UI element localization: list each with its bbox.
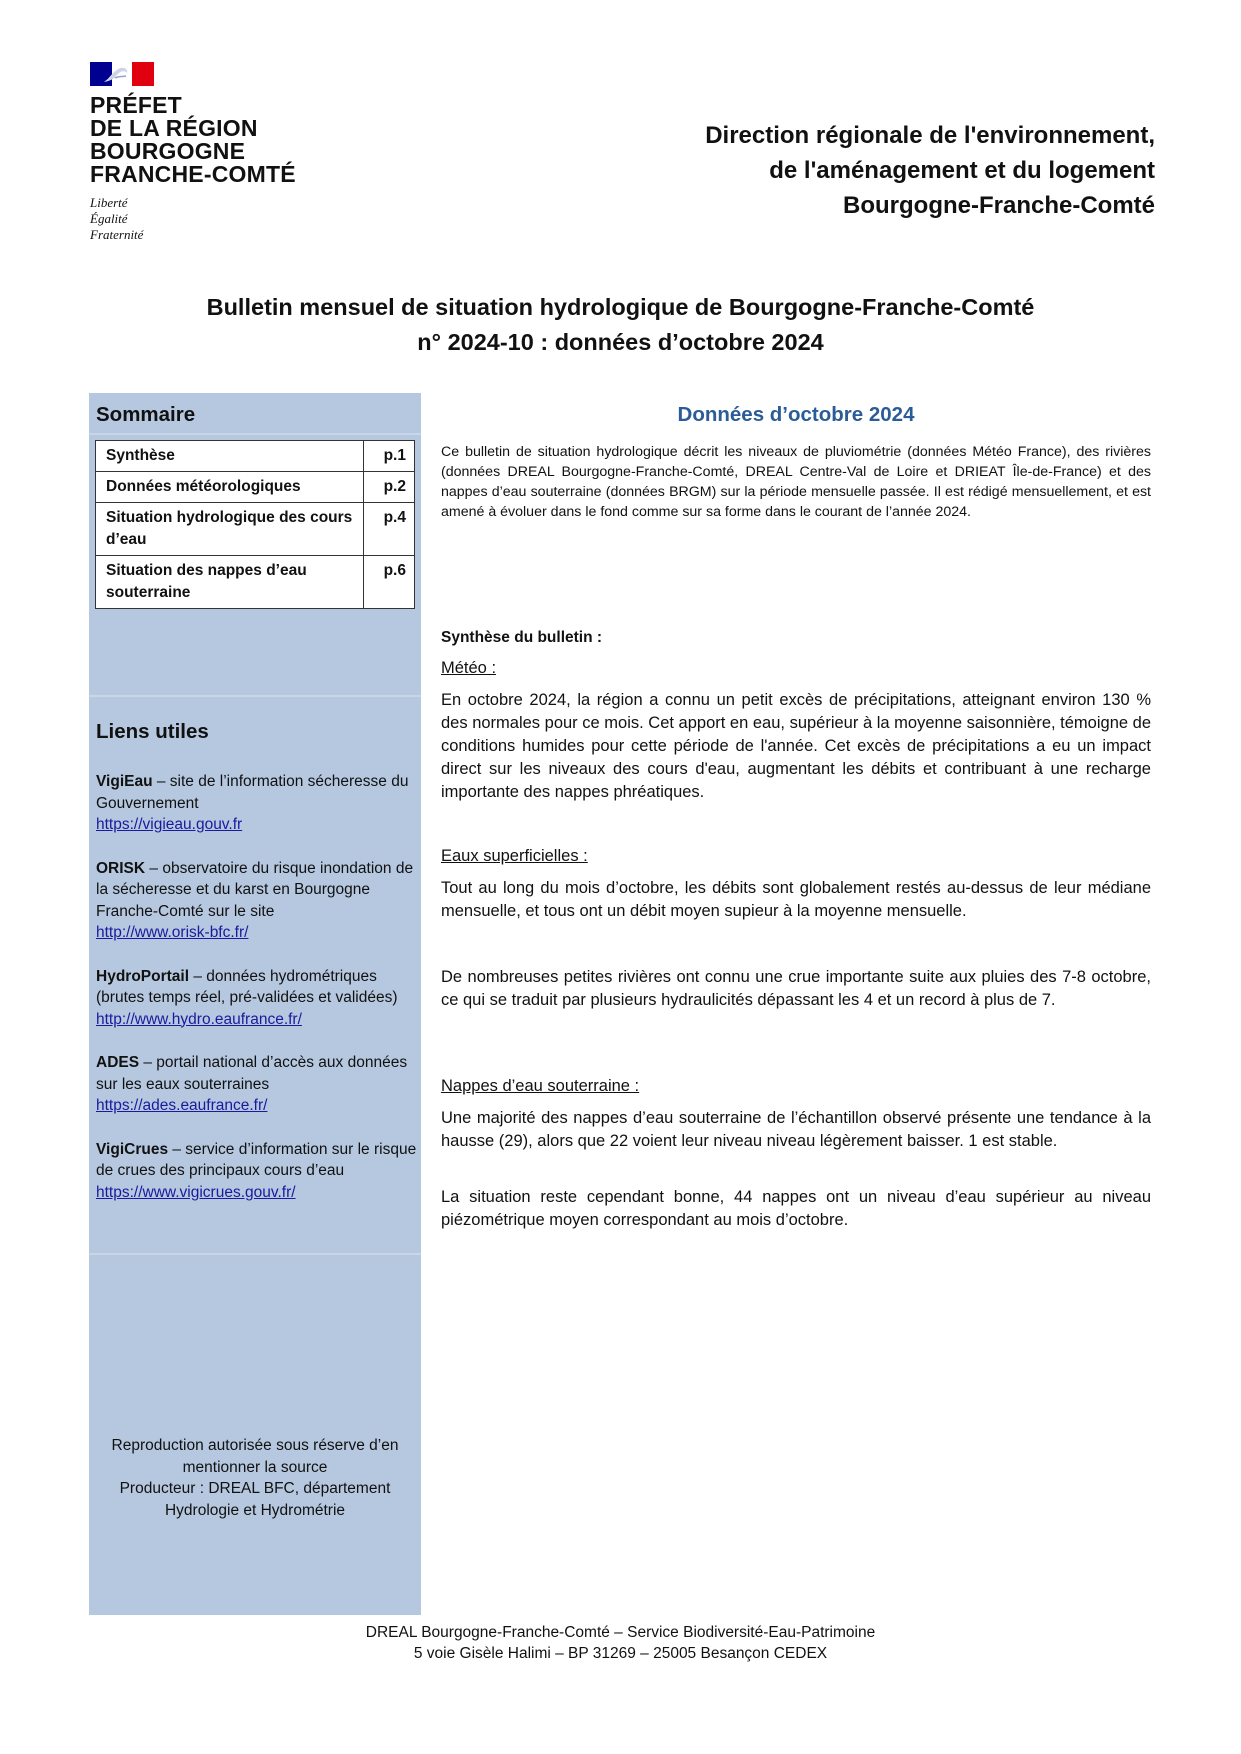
- toc-row[interactable]: [96, 441, 415, 472]
- toc-page: p.2: [364, 472, 415, 503]
- liens-utiles-heading: Liens utiles: [96, 720, 209, 743]
- nappes-heading: Nappes d’eau souterraine :: [441, 1077, 640, 1095]
- synthese-heading: Synthèse du bulletin :: [441, 629, 603, 646]
- vigicrues-link[interactable]: https://www.vigicrues.gouv.fr/: [96, 1183, 296, 1201]
- main-content: [441, 400, 1151, 1229]
- table-of-contents: [95, 440, 415, 609]
- vigieau-link[interactable]: https://vigieau.gouv.fr: [96, 816, 243, 833]
- link-description: – données hydrométriques (brutes temps réel, pré-validées et validées): [96, 967, 398, 1006]
- link-name: VigiCrues: [96, 1140, 169, 1158]
- page-footer: [0, 1622, 1241, 1664]
- devise-line: Liberté: [90, 195, 128, 210]
- link-entry: [96, 1052, 418, 1117]
- link-description: – service d’information sur le risque de crues des principaux cours d’eau: [96, 1140, 417, 1179]
- meteo-heading: Météo :: [441, 659, 497, 677]
- republique-flag-icon: [90, 62, 154, 86]
- producteur-notice: Producteur : DREAL BFC, département Hydrologie et Hydrométrie: [119, 1480, 391, 1519]
- link-name: ADES: [96, 1054, 140, 1071]
- bulletin-title-line1: Bulletin mensuel de situation hydrologique de Bourgogne-Franche-Comté: [206, 294, 1035, 320]
- prefet-line: BOURGOGNE: [90, 138, 246, 164]
- link-description: – portail national d’accès aux données sur les eaux souterraines: [96, 1054, 408, 1093]
- prefet-line: FRANCHE-COMTÉ: [90, 161, 296, 187]
- devise-line: Égalité: [90, 211, 128, 226]
- toc-page: p.4: [364, 503, 415, 556]
- orisk-link[interactable]: http://www.orisk-bfc.fr/: [96, 924, 249, 941]
- bulletin-title: [0, 290, 1241, 360]
- toc-row[interactable]: [96, 472, 415, 503]
- intro-paragraph: Ce bulletin de situation hydrologique décrit les niveaux de pluviométrie (données Météo France), des rivières (données DREAL Bourgogne-Franche-Comté, DREAL Centre-Val de Loire et DRIEAT Île-de-France) et des nappes d’eau souterraine (données BRGM) sur la période mensuelle passée. Il est rédigé mensuellement, et est amené à évoluer dans le fond comme sur sa forme dans le courant de l’année 2024.: [441, 444, 1151, 520]
- toc-row[interactable]: [96, 503, 415, 556]
- link-description: – observatoire du risque inondation de la sécheresse et du karst en Bourgogne Franche-Comté sur le site: [96, 859, 414, 920]
- useful-links: [96, 771, 418, 1225]
- footer-line2: 5 voie Gisèle Halimi – BP 31269 – 25005 Besançon CEDEX: [413, 1645, 828, 1662]
- link-description: – site de l’information sécheresse du Gouvernement: [96, 773, 409, 812]
- toc-label: Situation hydrologique des cours d’eau: [96, 503, 364, 556]
- bulletin-title-line2: n° 2024-10 : données d’octobre 2024: [417, 329, 824, 355]
- prefet-logo: [90, 62, 330, 243]
- nappes-paragraph-1: Une majorité des nappes d’eau souterraine de l’échantillon observé présente une tendance à la hausse (29), alors que 22 voient leur niveau niveau légèrement baisser. 1 est stable.: [441, 1109, 1151, 1150]
- footer-line1: DREAL Bourgogne-Franche-Comté – Service Biodiversité-Eau-Patrimoine: [365, 1624, 876, 1641]
- link-entry: [96, 771, 418, 836]
- hydroportail-link[interactable]: http://www.hydro.eaufrance.fr/: [96, 1010, 302, 1028]
- meteo-paragraph: En octobre 2024, la région a connu un petit excès de précipitations, atteignant environ 130 % des normales pour ce mois. Cet apport en eau, supérieur à la moyenne saisonnière, témoigne de conditions humides pour cette période de l'année. Cet excès de précipitations a eu un impact direct sur les niveaux des cours d'eau, augmentant les débits et contribuant à une recharge importante des nappes phréatiques.: [441, 691, 1151, 801]
- nappes-paragraph-2: La situation reste cependant bonne, 44 nappes ont un niveau d’eau supérieur au niveau piézométrique moyen correspondant au mois d’octobre.: [441, 1188, 1151, 1229]
- direction-line: Bourgogne-Franche-Comté: [843, 192, 1155, 219]
- link-name: HydroPortail: [96, 967, 190, 985]
- toc-page: p.1: [364, 441, 415, 472]
- toc-page: p.6: [364, 556, 415, 609]
- link-name: ORISK: [96, 859, 146, 877]
- eaux-paragraph-2: De nombreuses petites rivières ont connu une crue importante suite aux pluies des 7-8 octobre, ce qui se traduit par plusieurs hydraulicités dépassant les 4 et un record à plus de 7.: [441, 968, 1151, 1009]
- direction-line: Direction régionale de l'environnement,: [705, 122, 1155, 149]
- prefet-line: PRÉFET: [90, 92, 182, 118]
- link-name: VigiEau: [96, 773, 153, 790]
- section-title: Données d’octobre 2024: [677, 403, 915, 426]
- toc-row[interactable]: [96, 556, 415, 609]
- link-entry: [96, 966, 418, 1031]
- prefet-line: DE LA RÉGION: [90, 115, 258, 141]
- toc-label: Situation des nappes d’eau souterraine: [96, 556, 364, 609]
- eaux-paragraph-1: Tout au long du mois d’octobre, les débits sont globalement restés au-dessus de leur médiane mensuelle, et tous ont un débit moyen supieur à la moyenne mensuelle.: [441, 879, 1151, 920]
- marianne-icon: [100, 64, 130, 84]
- reproduction-notice: Reproduction autorisée sous réserve d’en mentionner la source: [111, 1437, 399, 1476]
- direction-line: de l'aménagement et du logement: [769, 157, 1155, 184]
- devise: [90, 195, 330, 243]
- direction-heading: [705, 118, 1155, 223]
- ades-link[interactable]: https://ades.eaufrance.fr/: [96, 1097, 268, 1114]
- sommaire-heading: Sommaire: [96, 403, 196, 426]
- toc-label: Synthèse: [96, 441, 364, 472]
- toc-label: Données météorologiques: [96, 472, 364, 503]
- link-entry: [96, 1139, 418, 1204]
- link-entry: [96, 858, 418, 944]
- prefet-title: [90, 94, 330, 186]
- sidebar: [89, 393, 421, 1615]
- eaux-superficielles-heading: Eaux superficielles :: [441, 847, 588, 865]
- devise-line: Fraternité: [90, 227, 144, 242]
